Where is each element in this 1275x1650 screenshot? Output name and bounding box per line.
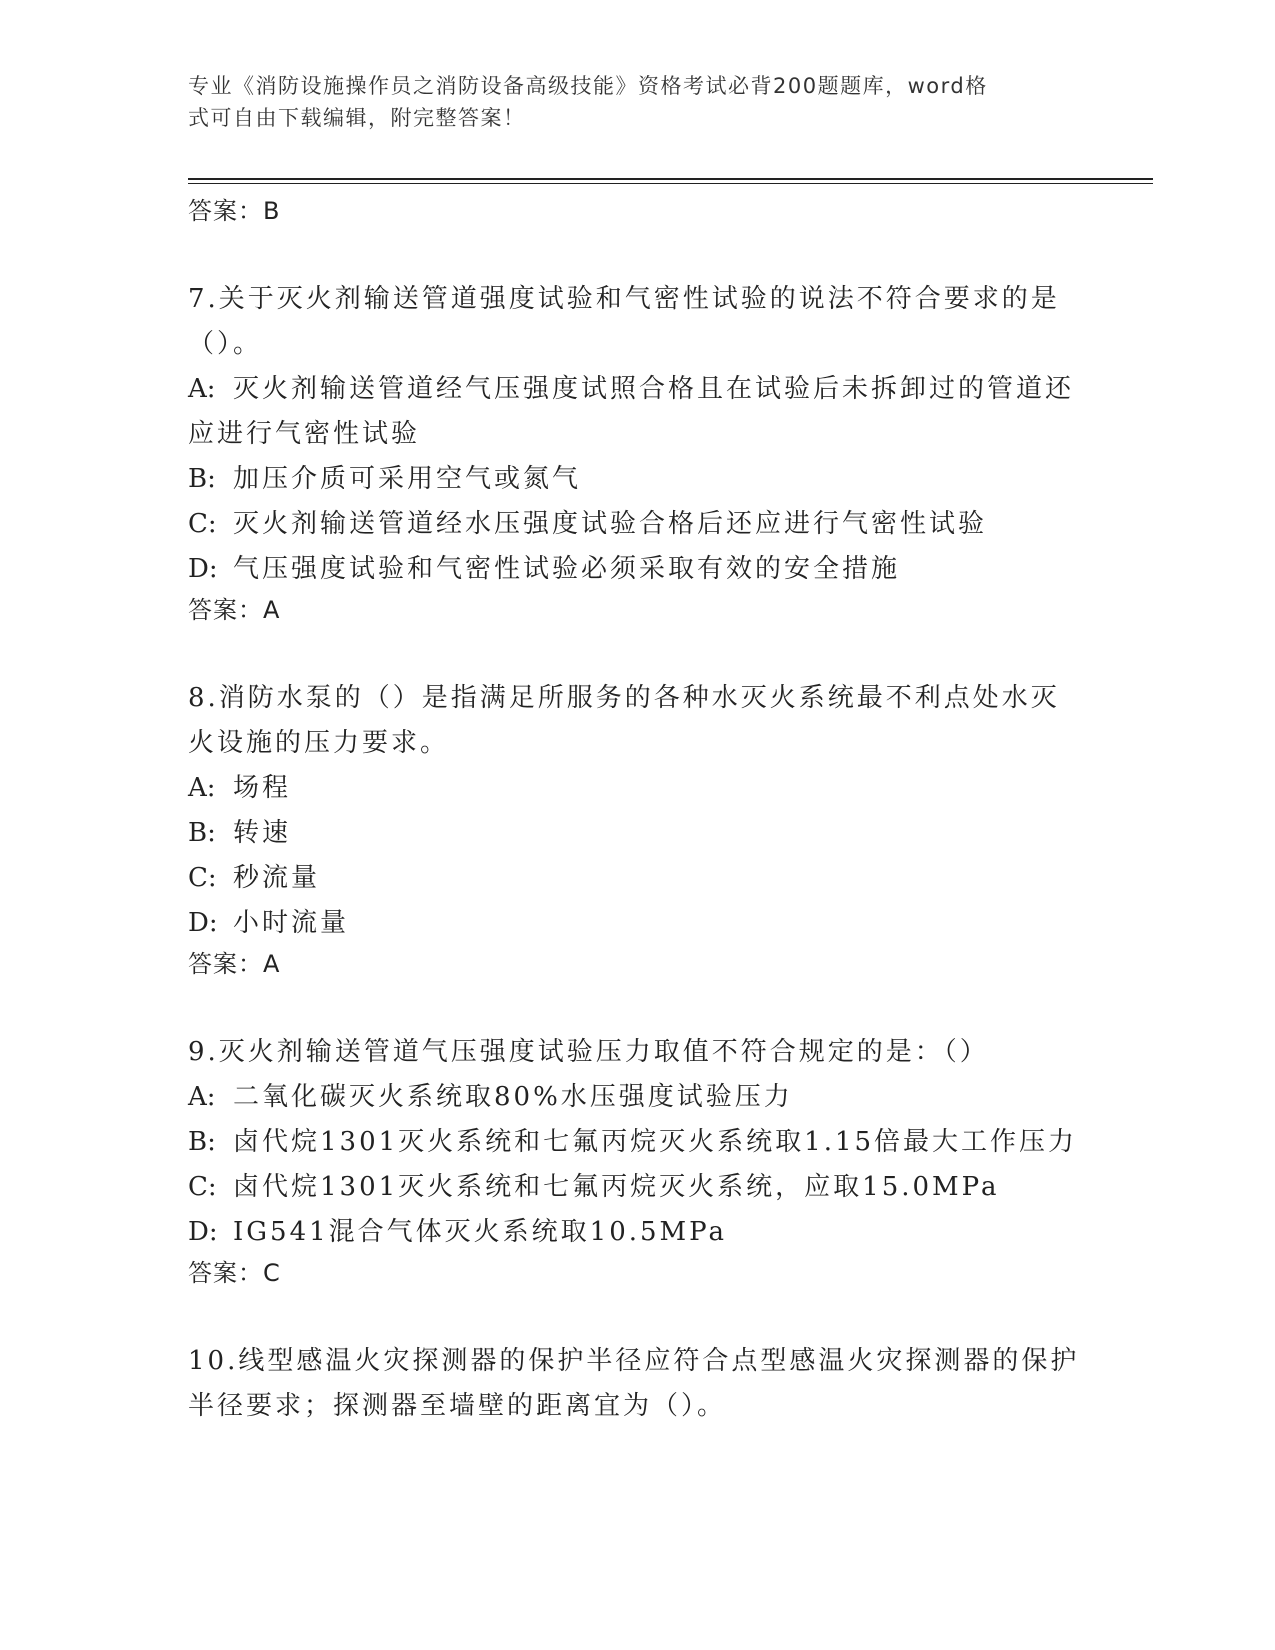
option-text: 灭火剂输送管道经水压强度试验合格后还应进行气密性试验 bbox=[233, 509, 988, 539]
option-row bbox=[188, 1120, 1088, 1165]
answer-line: 答案：A bbox=[188, 596, 281, 624]
option-row bbox=[188, 1075, 1088, 1120]
questions-container bbox=[188, 277, 1088, 1429]
question-text: 7.关于灭火剂输送管道强度试验和气密性试验的说法不符合要求的是 bbox=[188, 284, 1060, 314]
document-header bbox=[188, 70, 1088, 134]
option-row bbox=[188, 1210, 1088, 1255]
option-text: 灭火剂输送管道经气压强度试照合格且在试验后未拆卸过的管道还 bbox=[233, 374, 1075, 404]
question-text: 9.灭火剂输送管道气压强度试验压力取值不符合规定的是：（） bbox=[188, 1037, 989, 1067]
option-text: 气压强度试验和气密性试验必须采取有效的安全措施 bbox=[233, 554, 901, 584]
option-row: 应进行气密性试验 bbox=[188, 419, 421, 449]
option-text: 场程 bbox=[233, 773, 292, 803]
question-list bbox=[188, 188, 1088, 1429]
option-label: B: bbox=[188, 464, 216, 494]
option-text: 秒流量 bbox=[233, 863, 321, 893]
header-line-2: 式可自由下载编辑，附完整答案！ bbox=[188, 106, 526, 130]
previous-answer: 答案：B bbox=[188, 197, 281, 225]
option-row bbox=[188, 901, 1088, 946]
option-row bbox=[188, 367, 1088, 412]
question-block bbox=[188, 1339, 1088, 1429]
option-label: A: bbox=[188, 1082, 216, 1112]
question-text: （）。 bbox=[188, 329, 263, 359]
option-text: 二氧化碳灭火系统取80%水压强度试验压力 bbox=[233, 1082, 793, 1112]
option-row bbox=[188, 766, 1088, 811]
option-text: 加压介质可采用空气或氮气 bbox=[233, 464, 582, 494]
option-label: A: bbox=[188, 773, 216, 803]
option-label: D: bbox=[188, 1217, 218, 1247]
option-label: B: bbox=[188, 1127, 216, 1157]
option-row bbox=[188, 547, 1088, 592]
header-divider-thick bbox=[188, 178, 1153, 180]
question-text: 火设施的压力要求。 bbox=[188, 728, 450, 758]
header-line-1: 专业《消防设施操作员之消防设备高级技能》资格考试必背200题题库，word格 bbox=[188, 74, 988, 98]
option-label: D: bbox=[188, 908, 218, 938]
option-text: 小时流量 bbox=[233, 908, 350, 938]
question-block bbox=[188, 1030, 1088, 1288]
option-row bbox=[188, 457, 1088, 502]
question-text: 8.消防水泵的（）是指满足所服务的各种水灭火系统最不利点处水灭 bbox=[188, 683, 1060, 713]
option-text: 卤代烷1301灭火系统和七氟丙烷灭火系统，应取15.0MPa bbox=[233, 1172, 1000, 1202]
answer-line: 答案：C bbox=[188, 1259, 281, 1287]
option-label: A: bbox=[188, 374, 216, 404]
answer-line: 答案：A bbox=[188, 950, 281, 978]
question-block bbox=[188, 277, 1088, 625]
option-label: C: bbox=[188, 1172, 217, 1202]
question-text: 半径要求；探测器至墙壁的距离宜为（）。 bbox=[188, 1391, 727, 1421]
option-label: D: bbox=[188, 554, 218, 584]
option-row bbox=[188, 811, 1088, 856]
option-label: C: bbox=[188, 863, 217, 893]
option-text: 卤代烷1301灭火系统和七氟丙烷灭火系统取1.15倍最大工作压力 bbox=[233, 1127, 1078, 1157]
option-label: B: bbox=[188, 818, 216, 848]
option-text: 转速 bbox=[233, 818, 292, 848]
option-row bbox=[188, 1165, 1088, 1210]
question-block bbox=[188, 676, 1088, 979]
option-row bbox=[188, 856, 1088, 901]
header-divider-thin bbox=[188, 183, 1153, 184]
question-text: 10.线型感温火灾探测器的保护半径应符合点型感温火灾探测器的保护 bbox=[188, 1346, 1080, 1376]
option-row bbox=[188, 502, 1088, 547]
option-text: IG541混合气体灭火系统取10.5MPa bbox=[233, 1217, 728, 1247]
option-label: C: bbox=[188, 509, 217, 539]
